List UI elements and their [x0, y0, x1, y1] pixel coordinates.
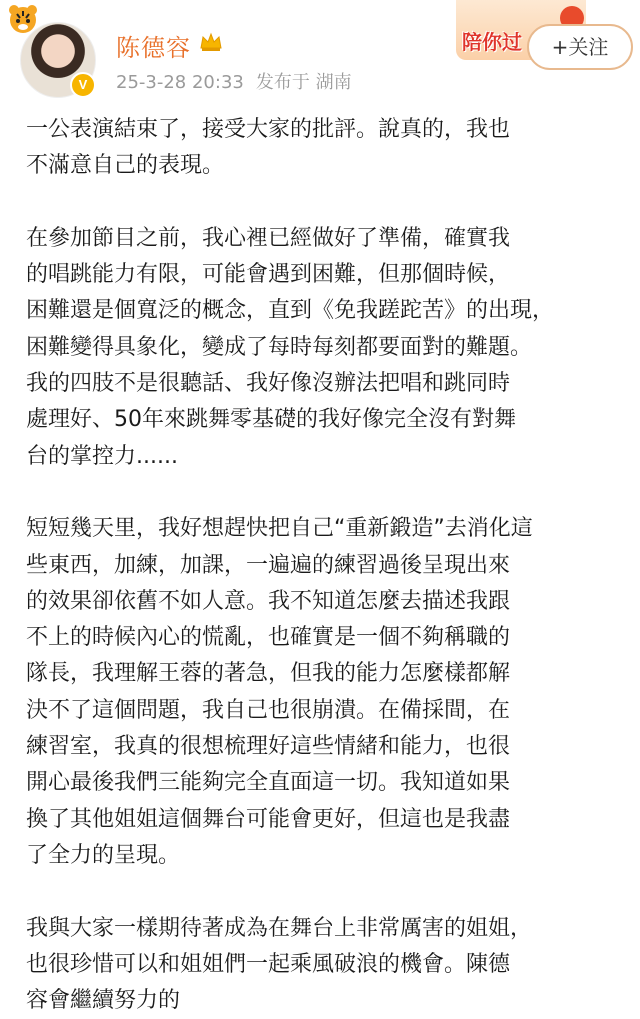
post-line: 處理好、50年來跳舞零基礎的我好像完全沒有對舞	[26, 407, 516, 433]
post-line: 的唱跳能力有限，可能會遇到困難，但那個時候，	[26, 262, 511, 288]
post-line: 容會繼續努力的	[26, 988, 181, 1014]
post-paragraph	[26, 221, 626, 475]
post-line: 不上的時候內心的慌亂，也確實是一個不夠稱職的	[26, 625, 511, 651]
post-paragraph	[26, 112, 626, 185]
post-source: 发布于 湖南	[255, 72, 352, 93]
post-line: 的效果卻依舊不如人意。我不知道怎麼去描述我跟	[26, 588, 511, 614]
post-line: 困難還是個寬泛的概念，直到《免我蹉跎苦》的出現，	[26, 298, 555, 324]
post-line: 一公表演結束了，接受大家的批評。說真的，我也	[26, 117, 511, 142]
post-header	[0, 0, 640, 110]
post-line: 換了其他姐姐這個舞台可能會更好，但這也是我盡	[26, 806, 511, 832]
paragraph-gap	[26, 475, 626, 511]
post-line: 我與大家一樣期待著成為在舞台上非常厲害的姐姐，	[26, 915, 533, 941]
post-line: 台的掌控力......	[26, 443, 178, 469]
paragraph-gap	[26, 185, 626, 221]
banner-text: 陪你过	[462, 30, 522, 54]
post-line: 隊長，我理解王蓉的著急，但我的能力怎麼樣都解	[26, 661, 511, 687]
post-line: 決不了這個問題，我自己也很崩潰。在備採間，在	[26, 697, 511, 723]
post-line: 在參加節目之前，我心裡已經做好了準備，確實我	[26, 225, 511, 251]
post-paragraph	[26, 511, 626, 874]
post-line: 練習室，我真的很想梳理好這些情緒和能力，也很	[26, 734, 511, 760]
follow-button[interactable]: +关注	[527, 24, 633, 70]
post-meta	[116, 68, 352, 94]
paragraph-gap	[26, 874, 626, 910]
post-body	[26, 112, 626, 1019]
post-timestamp: 25-3-28 20:33	[116, 72, 244, 93]
post-line: 短短幾天里，我好想趕快把自己“重新鍛造”去消化這	[26, 516, 533, 542]
post-line: 不滿意自己的表現。	[26, 153, 225, 179]
post-line: 開心最後我們三能夠完全直面這一切。我知道如果	[26, 770, 511, 796]
post-line: 了全力的呈現。	[26, 842, 181, 868]
post-line: 也很珍惜可以和姐姐們一起乘風破浪的機會。陳德	[26, 951, 511, 977]
crown-icon	[198, 30, 224, 54]
author-name[interactable]: 陈德容	[116, 34, 191, 62]
post-line: 困難變得具象化，變成了每時每刻都要面對的難題。	[26, 334, 533, 360]
post-paragraph	[26, 911, 626, 1019]
post-line: 我的四肢不是很聽話、我好像沒辦法把唱和跳同時	[26, 371, 511, 397]
post-line: 些東西，加練，加課，一遍遍的練習過後呈現出來	[26, 552, 511, 578]
verified-icon: V	[70, 72, 96, 98]
